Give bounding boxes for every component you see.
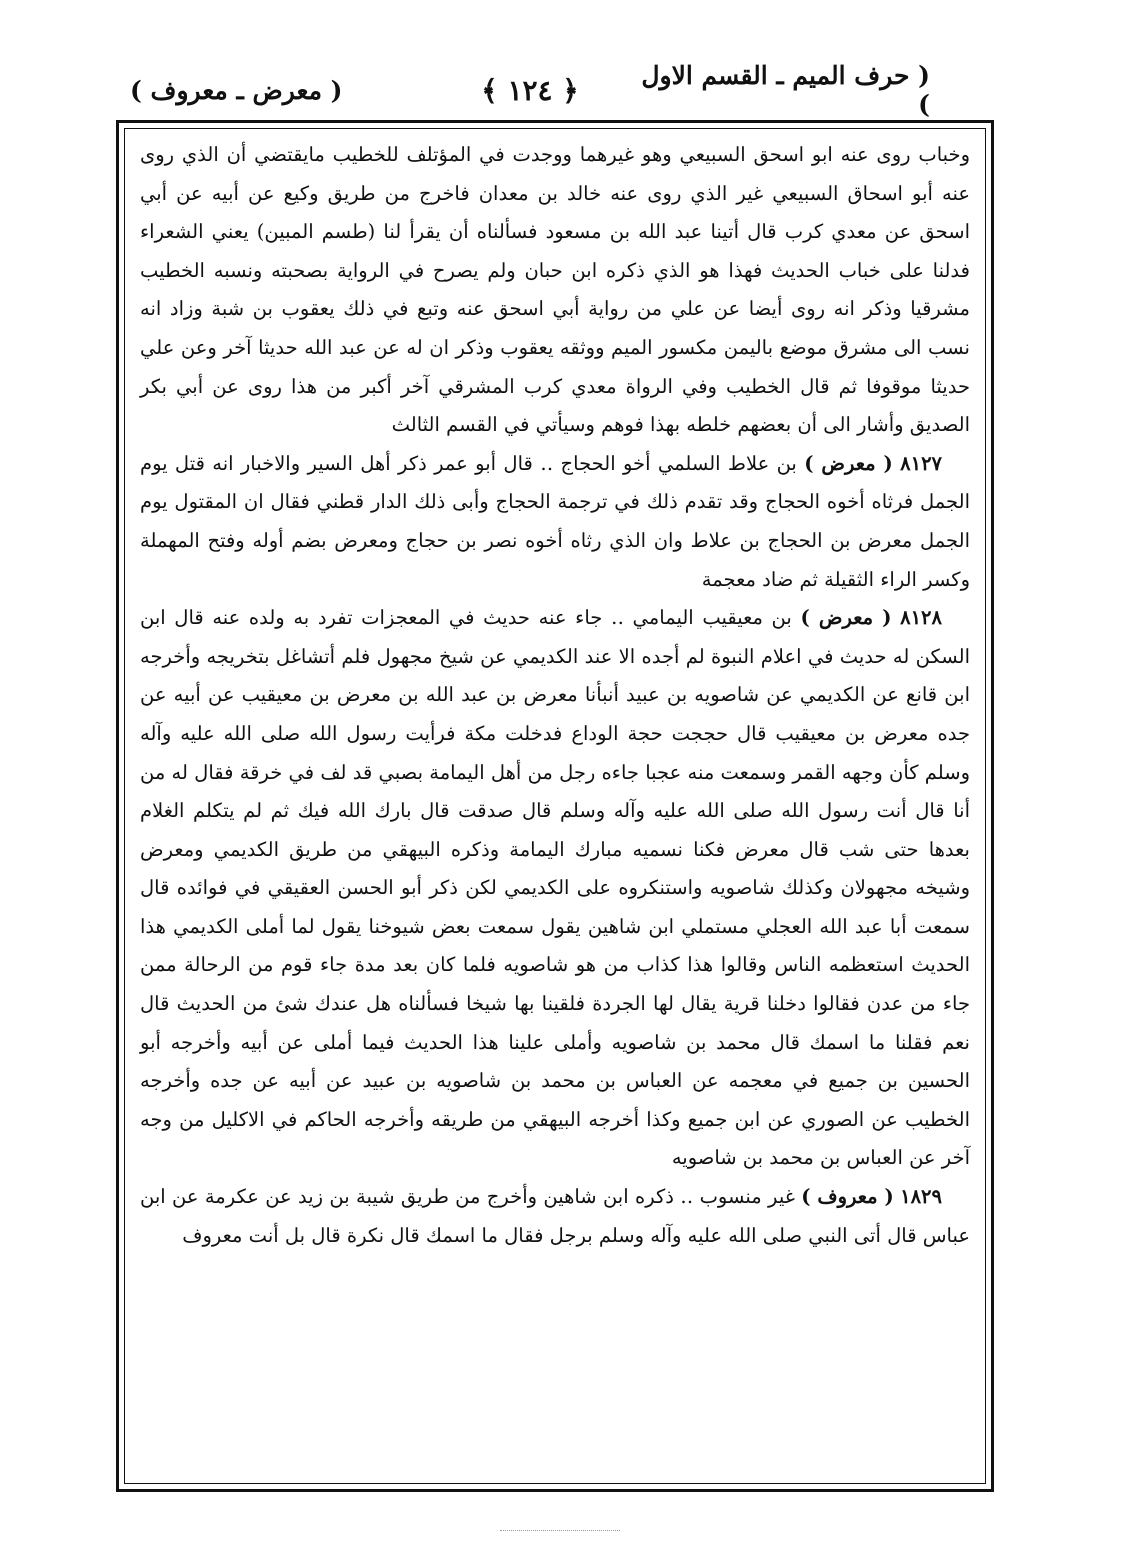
entry-name: ( معروف ) xyxy=(801,1185,894,1209)
entry-number: ٨١٢٧ xyxy=(900,451,943,475)
biography-entry xyxy=(140,1178,970,1255)
header-entries-range: ( معرض ـ معروف ) xyxy=(130,75,343,105)
page-number: ﴿ ١٢٤ ﴾ xyxy=(481,73,579,107)
entry-name: ( معرض ) xyxy=(804,451,893,475)
entry-text: غير منسوب ‥ ذكره ابن شاهين وأخرج من طريق شيبة بن زيد عن عكرمة عن ابن عباس قال أتى النبي صلى الله عليه وآله وسلم برجل فقال ما اسمك قال نكرة قال بل أنت معروف xyxy=(140,1185,970,1247)
footer-dotted-line xyxy=(500,1530,620,1539)
entry-name: ( معرض ) xyxy=(800,606,892,630)
continued-paragraph: وخباب روى عنه ابو اسحق السبيعي وهو غيرهما ووجدت في المؤتلف للخطيب مايقتضي أن الذي روى عنه أبو اسحاق السبيعي غير الذي روى عنه خالد بن معدان فاخرج من طريق وكيع عن أبيه عن أبي اسحق عن معدي كرب قال أتينا عبد الله بن مسعود فسألناه أن يقرأ لنا (طسم المبين) يعني الشعراء فدلنا على خباب الحديث فهذا هو الذي ذكره ابن حبان ولم يصرح في الرواية بصحبته ونسبه الخطيب مشرقيا وذكر انه روى أيضا عن علي من رواية أبي اسحق عنه وتبع في ذلك يعقوب بن شبة وزاد انه نسب الى مشرق موضع باليمن مكسور الميم ووثقه يعقوب وذكر ان له عن عبد الله حديثا آخر وعن علي حديثا موقوفا ثم قال الخطيب وفي الرواة معدي كرب المشرقي آخر أكبر من هذا روى عن أبي بكر الصديق وأشار الى أن بعضهم خلطه بهذا فوهم وسيأتي في القسم الثالث xyxy=(140,143,971,437)
biography-entry xyxy=(140,445,970,599)
page-body xyxy=(140,136,970,1476)
entry-number: ١٨٢٩ xyxy=(900,1185,942,1209)
page-header xyxy=(130,62,930,118)
biography-entry xyxy=(140,599,970,1178)
entry-number: ٨١٢٨ xyxy=(900,606,943,630)
header-chapter: ( حرف الميم ـ القسم الاول ) xyxy=(641,61,930,119)
entry-text: بن معيقيب اليمامي ‥ جاء عنه حديث في المعجزات تفرد به ولده عنه قال ابن السكن له حديث في اعلام النبوة لم أجده الا عند الكديمي عن شيخ مجهول فلم أتشاغل بتخريجه وأخرجه ابن قانع عن الكديمي عن شاصويه بن عبيد أنبأنا معرض بن عبد الله بن معرض بن معيقيب عن أبيه عن جده معرض بن معيقيب قال حججت حجة الوداع فدخلت مكة فرأيت رسول الله صلى الله عليه وآله وسلم كأن وجهه القمر وسمعت منه عجبا جاءه رجل من أهل اليمامة بصبي قد لف في خرقة فقال له من أنا قال أنت رسول الله صلى الله عليه وآله وسلم قال صدقت قال بارك الله فيك ثم لم يتكلم الغلام بعدها حتى شب قال معرض فكنا نسميه مبارك اليمامة وذكره البيهقي من طريق الكديمي ومعرض وشيخه مجهولان وكذلك شاصويه واستنكروه على الكديمي لكن ذكر أبو الحسن العقيقي في فوائده قال سمعت أبا عبد الله العجلي مستملي ابن شاهين يقول سمعت بعض شيوخنا يقول لما أملى الكديمي هذا الحديث استعظمه الناس وقالوا هذا كذاب من هو شاصويه فلما كان بعد مدة جاء قوم من الرحالة ممن جاء من عدن فقالوا دخلنا قرية يقال لها الجردة فلقينا بها شيخا فسألناه هل عندك شئ من الحديث قال نعم فقلنا ما اسمك قال محمد بن شاصويه وأملى علينا هذا الحديث فيما أملى عن أبيه وأخرجه أبو الحسين بن جميع في معجمه عن العباس بن محمد بن شاصويه بن عبيد عن أبيه عن جده وأخرجه الخطيب عن الصوري عن ابن جميع وكذا أخرجه البيهقي من طريقه وأخرجه الحاكم في الاكليل من وجه آخر عن العباس بن محمد بن شاصويه xyxy=(140,606,970,1170)
entry-text: بن علاط السلمي أخو الحجاج ‥ قال أبو عمر ذكر أهل السير والاخبار انه قتل يوم الجمل فرثاه أخوه الحجاج وقد تقدم ذلك في ترجمة الحجاج وأبى ذلك الدار قطني فقال ان المقتول يوم الجمل معرض بن الحجاج بن علاط وان الذي رثاه أخوه نصر بن حجاج ومعرض بضم أوله وفتح المهملة وكسر الراء الثقيلة ثم ضاد معجمة xyxy=(140,451,970,591)
